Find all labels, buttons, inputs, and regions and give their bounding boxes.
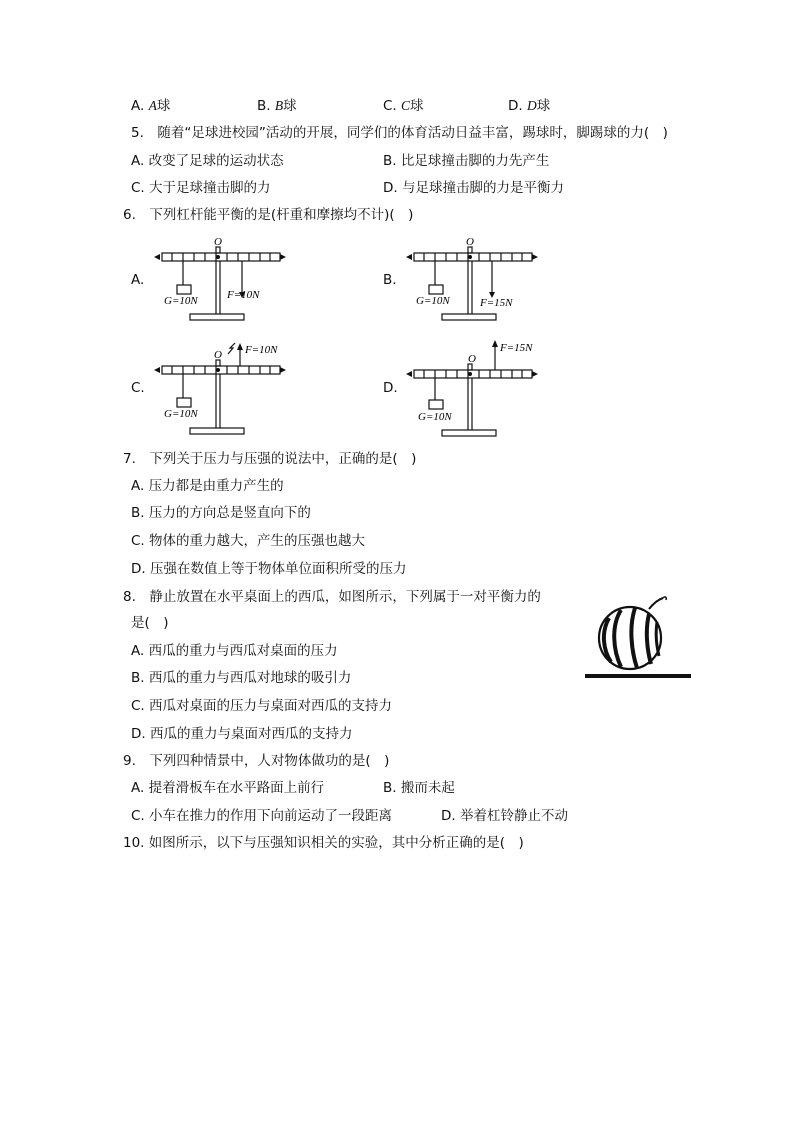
lever-a-pivot-label: O xyxy=(214,236,222,248)
lever-b-weight-label: G=10N xyxy=(416,295,450,307)
lever-figure-c xyxy=(150,340,290,438)
q9-option-b: B. 搬而未起 xyxy=(383,780,455,796)
q8-option-d: D. 西瓜的重力与桌面对西瓜的支持力 xyxy=(131,726,353,742)
q5-option-a: A. 改变了足球的运动状态 xyxy=(131,153,284,169)
q7-option-b: B. 压力的方向总是竖直向下的 xyxy=(131,505,311,521)
q6-label-c: C. xyxy=(131,380,145,396)
q5-option-c: C. 大于足球撞击脚的力 xyxy=(131,180,271,196)
lever-a-force-label: F=10N xyxy=(227,289,260,301)
q7-option-c: C. 物体的重力越大，产生的压强也越大 xyxy=(131,533,366,549)
lever-b-pivot-label: O xyxy=(466,236,474,248)
q4-option-b: B. B球 xyxy=(257,98,297,114)
lever-c-weight-label: G=10N xyxy=(164,408,198,420)
q6-label-d: D. xyxy=(383,380,398,396)
q9-stem: 9. 下列四种情景中，人对物体做功的是( ) xyxy=(123,753,390,769)
q9-option-c: C. 小车在推力的作用下向前运动了一段距离 xyxy=(131,808,393,824)
lever-d-pivot-label: O xyxy=(468,353,476,365)
q5-option-d: D. 与足球撞击脚的力是平衡力 xyxy=(383,180,564,196)
lever-d-force-label: F=15N xyxy=(500,342,533,354)
q4-option-c: C. C球 xyxy=(383,98,424,114)
q7-stem: 7. 下列关于压力与压强的说法中，正确的是( ) xyxy=(123,451,417,467)
lever-figure-b xyxy=(402,232,542,324)
watermelon-figure xyxy=(583,592,693,684)
q8-option-c: C. 西瓜对桌面的压力与桌面对西瓜的支持力 xyxy=(131,698,393,714)
q7-option-d: D. 压强在数值上等于物体单位面积所受的压力 xyxy=(131,561,407,577)
q4-option-a: A. A球 xyxy=(131,98,171,114)
q7-option-a: A. 压力都是由重力产生的 xyxy=(131,478,284,494)
q6-label-b: B. xyxy=(383,272,397,288)
lever-c-force-label: F=10N xyxy=(245,344,278,356)
lever-a-weight-label: G=10N xyxy=(164,295,198,307)
q6-label-a: A. xyxy=(131,272,145,288)
lever-figure-d xyxy=(402,340,542,438)
q5-stem: 5. 随着“足球进校园”活动的开展，同学们的体育活动日益丰富，踢球时，脚踢球的力( ) xyxy=(131,125,668,141)
q8-stem-line1: 8. 静止放置在水平桌面上的西瓜，如图所示，下列属于一对平衡力的 xyxy=(123,589,541,605)
lever-d-weight-label: G=10N xyxy=(418,411,452,423)
q8-stem-line2: 是( ) xyxy=(131,615,169,631)
q6-stem: 6. 下列杠杆能平衡的是(杆重和摩擦均不计)( ) xyxy=(123,207,414,223)
lever-figure-a xyxy=(150,232,290,324)
lever-c-pivot-label: O xyxy=(214,349,222,361)
lever-b-force-label: F=15N xyxy=(480,297,513,309)
q8-option-b: B. 西瓜的重力与西瓜对地球的吸引力 xyxy=(131,670,352,686)
q10-stem: 10. 如图所示，以下与压强知识相关的实验，其中分析正确的是( ) xyxy=(123,835,524,851)
q9-option-a: A. 提着滑板车在水平路面上前行 xyxy=(131,780,325,796)
q9-option-d: D. 举着杠铃静止不动 xyxy=(441,808,568,824)
q8-option-a: A. 西瓜的重力与西瓜对桌面的压力 xyxy=(131,643,338,659)
q4-option-d: D. D球 xyxy=(508,98,551,114)
q5-option-b: B. 比足球撞击脚的力先产生 xyxy=(383,153,550,169)
